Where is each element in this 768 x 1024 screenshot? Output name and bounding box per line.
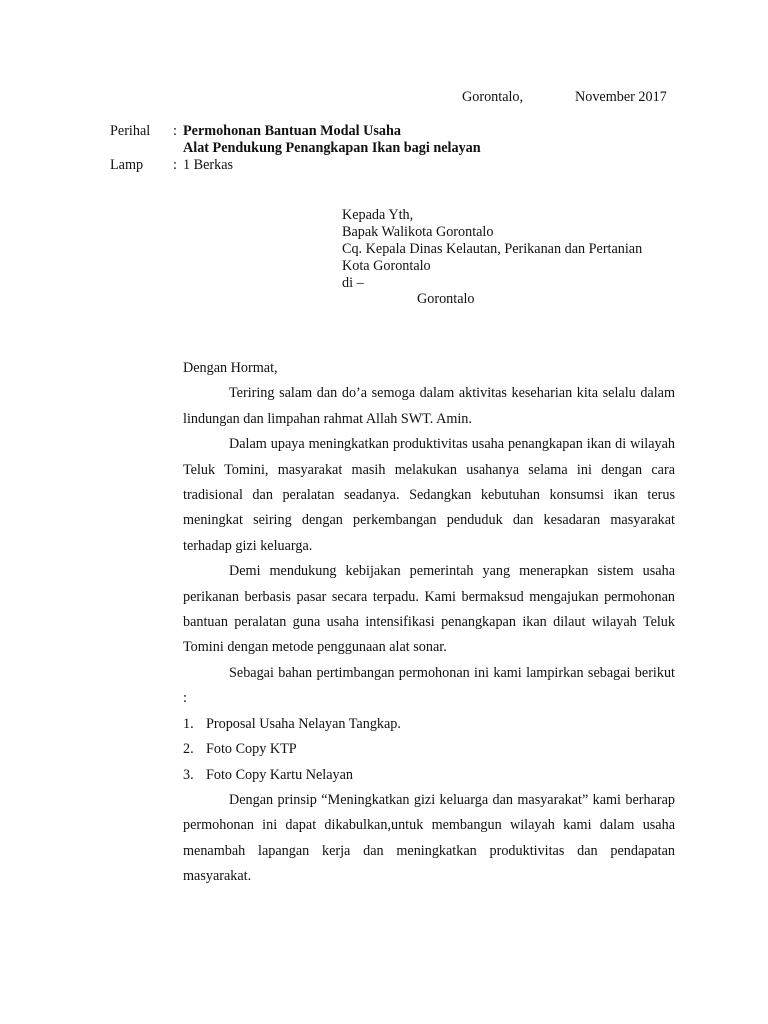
recipient-line-1: Kepada Yth, (342, 207, 414, 223)
list-item (183, 763, 675, 788)
paragraph-5: Dengan prinsip “Meningkatkan gizi keluarga dan masyarakat” kami berharap permohonan ini dapat dikabulkan,untuk membangun wilayah kami dalam usaha menambah lapangan kerja dan meningkatkan produktivitas dan pendapatan masyarakat. (183, 791, 675, 885)
list-number: 1. (183, 715, 194, 732)
list-item (183, 737, 675, 762)
greeting: Dengan Hormat, (183, 360, 278, 376)
lamp-label: Lamp (110, 157, 144, 173)
recipient-line-2: Bapak Walikota Gorontalo (342, 224, 494, 240)
list-text: Proposal Usaha Nelayan Tangkap. (206, 715, 401, 732)
paragraph-1: Teriring salam dan do’a semoga dalam aktivitas keseharian kita selalu dalam lindungan dan limpahan rahmat Allah SWT. Amin. (183, 385, 675, 427)
letter-date: November 2017 (575, 89, 667, 105)
perihal-colon: : (173, 123, 177, 139)
letter-body (183, 356, 675, 890)
paragraph-2: Dalam upaya meningkatkan produktivitas usaha penangkapan ikan di wilayah Teluk Tomini, masyarakat masih melakukan usahanya selama ini dengan cara tradisional dan peralatan seadanya. Sedangkan kebutuhan konsumsi ikan terus meningkat seiring dengan perkembangan penduduk dan kesadaran masyarakat terhadap gizi keluarga. (183, 436, 675, 554)
list-number: 3. (183, 766, 194, 783)
recipient-city: Gorontalo (417, 291, 475, 307)
list-text: Foto Copy KTP (206, 741, 297, 758)
subject-line-2: Alat Pendukung Penangkapan Ikan bagi nelayan (183, 140, 481, 156)
recipient-line-3: Cq. Kepala Dinas Kelautan, Perikanan dan Pertanian (342, 241, 643, 257)
perihal-label: Perihal (110, 123, 151, 139)
recipient-line-5: di – (342, 275, 364, 291)
recipient-line-4: Kota Gorontalo (342, 258, 431, 274)
list-item (183, 712, 675, 737)
subject-line-1: Permohonan Bantuan Modal Usaha (183, 123, 401, 139)
list-number: 2. (183, 741, 194, 758)
paragraph-4: Sebagai bahan pertimbangan permohonan ini kami lampirkan sebagai berikut : (183, 664, 675, 707)
attachment-count: 1 Berkas (183, 157, 234, 173)
letter-place: Gorontalo, (462, 89, 524, 105)
list-text: Foto Copy Kartu Nelayan (206, 766, 353, 783)
lamp-colon: : (173, 157, 177, 173)
paragraph-3: Demi mendukung kebijakan pemerintah yang menerapkan sistem usaha perikanan berbasis pasar secara terpadu. Kami bermaksud mengajukan permohonan bantuan peralatan guna usaha intensifikasi penangkapan ikan dilaut wilayah Teluk Tomini dengan metode penggunaan alat sonar. (183, 563, 675, 656)
attachment-list (183, 712, 675, 788)
